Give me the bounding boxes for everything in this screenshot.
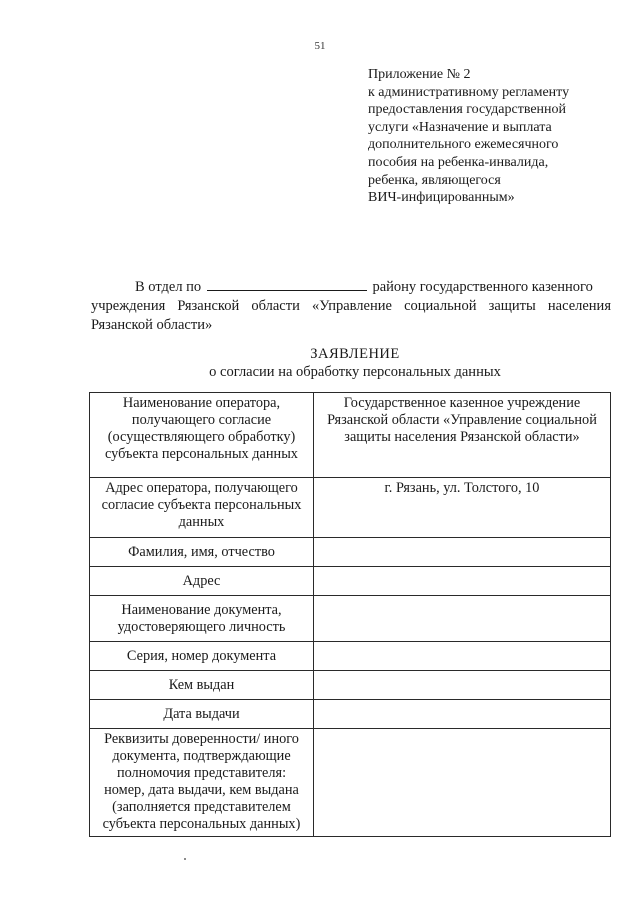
addressee-line-1 <box>91 278 611 297</box>
table-row <box>90 729 611 837</box>
scan-speck <box>184 858 186 860</box>
appendix-line: ребенка, являющегося <box>368 172 501 188</box>
value-line: Государственное казенное учреждение <box>343 395 581 411</box>
label-line: Адрес <box>182 572 221 589</box>
table-label-cell <box>90 642 314 671</box>
addressee-line-3: Рязанской области» <box>91 317 213 333</box>
document-name-input-cell[interactable] <box>314 596 611 642</box>
appendix-heading <box>368 66 569 207</box>
label-line: Серия, номер документа <box>126 647 277 664</box>
table-value-cell <box>314 478 611 538</box>
value-line: г. Рязань, ул. Толстого, 10 <box>384 480 540 496</box>
value-line: Рязанской области «Управление социальной <box>327 412 597 428</box>
appendix-line: дополнительного ежемесячного <box>368 137 559 153</box>
label-line: субъекта персональных данных) <box>102 816 301 832</box>
table-label-cell <box>90 671 314 700</box>
label-line: получающего согласие <box>131 412 272 428</box>
document-subtitle: о согласии на обработку персональных данных <box>209 364 501 380</box>
addressee-line-2: учреждения Рязанской области «Управление социальной защиты населения <box>91 298 611 314</box>
table-label-cell <box>90 729 314 837</box>
label-line: Кем выдан <box>168 676 235 693</box>
table-label-cell <box>90 393 314 478</box>
label-line: Фамилия, имя, отчество <box>128 543 275 560</box>
table-row <box>90 596 611 642</box>
appendix-line: пособия на ребенка-инвалида, <box>368 154 549 170</box>
address-input-cell[interactable] <box>314 567 611 596</box>
label-line: субъекта персональных данных <box>105 446 298 462</box>
table-value-cell <box>314 393 611 478</box>
table-row <box>90 538 611 567</box>
page-number: 51 <box>314 40 326 52</box>
full-name-input-cell[interactable] <box>314 538 611 567</box>
label-line: удостоверяющего личность <box>117 618 286 635</box>
appendix-line: предоставления государственной <box>368 102 567 118</box>
issue-date-input-cell[interactable] <box>314 700 611 729</box>
power-of-attorney-input-cell[interactable] <box>314 729 611 837</box>
department-blank-field[interactable] <box>207 278 367 291</box>
table-label-cell <box>90 538 314 567</box>
label-line: данных <box>178 514 225 530</box>
table-row <box>90 393 611 478</box>
appendix-line: услуги «Назначение и выплата <box>368 119 552 135</box>
appendix-line: к административному регламенту <box>368 84 570 100</box>
table-label-cell <box>90 567 314 596</box>
label-line: Наименование оператора, <box>122 395 281 411</box>
table-row <box>90 642 611 671</box>
table-label-cell <box>90 700 314 729</box>
label-line: (осуществляющего обработку) <box>107 429 296 445</box>
table-label-cell <box>90 478 314 538</box>
label-line: (заполняется представителем <box>112 799 291 815</box>
addressee-suffix: району государственного казенного <box>372 279 593 295</box>
issued-by-input-cell[interactable] <box>314 671 611 700</box>
label-line: номер, дата выдачи, кем выдана <box>104 782 299 798</box>
value-line: защиты населения Рязанской области» <box>344 429 580 445</box>
appendix-line: ВИЧ-инфицированным» <box>368 190 515 206</box>
addressee-block <box>91 278 611 335</box>
table-row <box>90 671 611 700</box>
appendix-line: Приложение № 2 <box>368 67 471 82</box>
label-line: полномочия представителя: <box>116 765 287 781</box>
label-line: Адрес оператора, получающего <box>105 480 298 496</box>
label-line: Дата выдачи <box>163 705 240 722</box>
label-line: Реквизиты доверенности/ иного <box>104 731 299 747</box>
table-row <box>90 478 611 538</box>
document-number-input-cell[interactable] <box>314 642 611 671</box>
label-line: согласие субъекта персональных <box>101 497 302 513</box>
label-line: документа, подтверждающие <box>112 748 291 764</box>
table-row <box>90 700 611 729</box>
addressee-prefix: В отдел по <box>135 279 202 295</box>
label-line: Наименование документа, <box>121 601 282 618</box>
document-title: ЗАЯВЛЕНИЕ <box>310 346 400 362</box>
table-row <box>90 567 611 596</box>
consent-table <box>89 392 611 837</box>
table-label-cell <box>90 596 314 642</box>
